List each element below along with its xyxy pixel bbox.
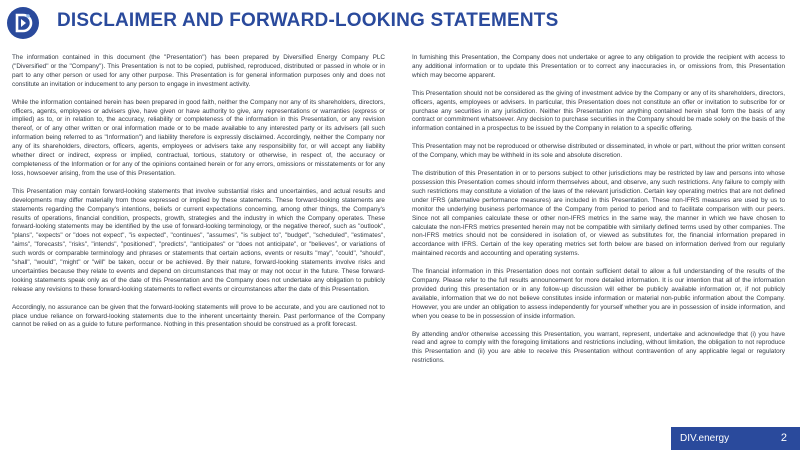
disclaimer-paragraph: This Presentation may not be reproduced or otherwise distributed or disseminated, in whole or part, without the prior written consent of the Company, which may be withheld in its sole and absolute discretion. [412, 143, 785, 160]
disclaimer-paragraph: Accordingly, no assurance can be given that the forward-looking statements will prove to be accurate, and you are cautioned not to place undue reliance on forward-looking statements due to the inherent uncertainty therein. Past performance of the Company cannot be relied on as a guide to future performance. Nothing in this presentation should be construed as a profit forecast. [12, 303, 385, 329]
disclaimer-paragraph: The information contained in this document (the "Presentation") has been prepared by Diversified Energy Company PLC ("Diversified" or the "Company"). This Presentation is not to be copied, published, reproduced, distributed or passed in whole or in part to any other person or used for any other purpose. This Presentation is for general information purposes only and does not constitute an invitation or inducement to any person to engage in investment activity. [12, 54, 385, 88]
right-column [412, 54, 785, 375]
footer-bar [671, 427, 800, 450]
disclaimer-paragraph: In furnishing this Presentation, the Company does not undertake or agree to any obligation to provide the recipient with access to any additional information or to update this Presentation or to correct any inaccuracies in, or omissions from, this Presentation which may become apparent. [412, 54, 785, 79]
disclaimer-paragraph: While the information contained herein has been prepared in good faith, neither the Company nor any of its shareholders, directors, officers, agents, employees or advisers give, have given or have authority to give, any representations or warranties (express or implied) as to, or in relation to, the accuracy, reliability or completeness of the information in this Presentation, or any revision thereof, or of any other written or oral information made or to be made available to any interested party or its advisers (all such information being referred to as "Information") and liability therefore is expressly disclaimed. Accordingly, neither the Company nor any of its shareholders, directors, officers, agents, employees or advisers take any responsibility for, or will accept any liability whether direct or indirect, express or implied, contractual, tortious, statutory or otherwise, in respect of, the accuracy or completeness of the Information or for any of the opinions contained herein or for any errors, omissions or misstatements or for any loss, howsoever arising, from the use of this Presentation. [12, 98, 385, 177]
disclaimer-paragraph: This Presentation should not be considered as the giving of investment advice by the Company or any of its shareholders, directors, officers, agents, employees or advisers. In particular, this Presentation does not constitute an offer or invitation to subscribe for or purchase any securities in any jurisdiction. Neither this Presentation nor anything contained herein shall form the basis of any contract or commitment whatsoever. Any decision to purchase securities in the Company should be made solely on the basis of the information contained in a prospectus to be issued by the Company in relation to a specific offering. [412, 89, 785, 133]
page-title: DISCLAIMER AND FORWARD-LOOKING STATEMENTS [57, 10, 559, 31]
footer-brand: DIV.energy [680, 433, 730, 444]
disclaimer-paragraph: By attending and/or otherwise accessing this Presentation, you warrant, represent, undertake and acknowledge that (i) you have read and agree to comply with the foregoing limitations and restrictions including, without limitation, the obligation to not reproduce this Presentation and (ii) you are able to receive this Presentation without contravention of any applicable legal or regulatory restrictions. [412, 330, 785, 365]
left-column [12, 54, 385, 339]
disclaimer-paragraph: The financial information in this Presentation does not contain sufficient detail to allow a full understanding of the results of the Company. Please refer to the full results announcement for more detailed information. It is our intention that all of the information provided during this presentation or in any follow-up discussion will either be publicly available information or, if not publicly available, information that we do not believe constitutes inside information or material non-public information about the Company. However, you are under an obligation to assess independently for yourself whether you are in possession of inside information, and when you cease to be in possession of inside information. [412, 268, 785, 320]
slide-header [0, 0, 800, 42]
disclaimer-paragraph: The distribution of this Presentation in or to persons subject to other jurisdictions may be restricted by law and persons into whose possession this Presentation comes should inform themselves about, and observe, any such restrictions. Any failure to comply with such restrictions may constitute a violation of the laws of the relevant jurisdiction. Certain key operating metrics that are not defined under IFRS (alternative performance measures) are included in this Presentation. These non-IFRS measures are used by us to monitor the underlying business performance of the Company from period to period and to facilitate comparison with our peers. Since not all companies calculate these or other non-IFRS metrics in the same way, the manner in which we have chosen to calculate the non-IFRS metrics presented herein may not be compatible with similarly defined terms used by other companies. The non-IFRS metrics should not be considered in isolation of, or viewed as substitutes for, the financial information prepared in accordance with IFRS. Certain of the key operating metrics set forth below are based on information derived from our regularly maintained records and accounting and operating systems. [412, 170, 785, 258]
page-number: 2 [780, 432, 787, 444]
disclaimer-paragraph: This Presentation may contain forward-looking statements that involve substantial risks and uncertainties, and actual results and developments may differ materially from those expressed or implied by these statements. These forward-looking statements are statements regarding the Company's intentions, beliefs or current expectations concerning, among other things, the Company's results of operations, financial condition, prospects, growth, strategies and the industry in which the Company operates. These forward-looking statements may be identified by the use of forward-looking terminology, or the negative thereof, such as "outlook", "plans", "expects" or "does not expect", "is expected", "continues", "assumes", "is subject to", "budget", "scheduled", "estimates", "aims", "forecasts", "risks", "intends", "positioned", "predicts", "anticipates" or "does not anticipate", or "believes", or variations of such words or comparable terminology and phrases or statements that certain actions, events or results "may", "could", "should", "shall", "would", "might" or "will" be taken, occur or be achieved. By their nature, forward-looking statements involve risks and uncertainties because they relate to events and depend on circumstances that may or may not occur in the future. These forward-looking statements speak only as of the date of this Presentation and the Company does not undertake any obligation to publicly release any revisions to these forward-looking statements to reflect events or circumstances after the date of this Presentation. [12, 187, 385, 293]
diversified-logo-icon [6, 6, 40, 40]
